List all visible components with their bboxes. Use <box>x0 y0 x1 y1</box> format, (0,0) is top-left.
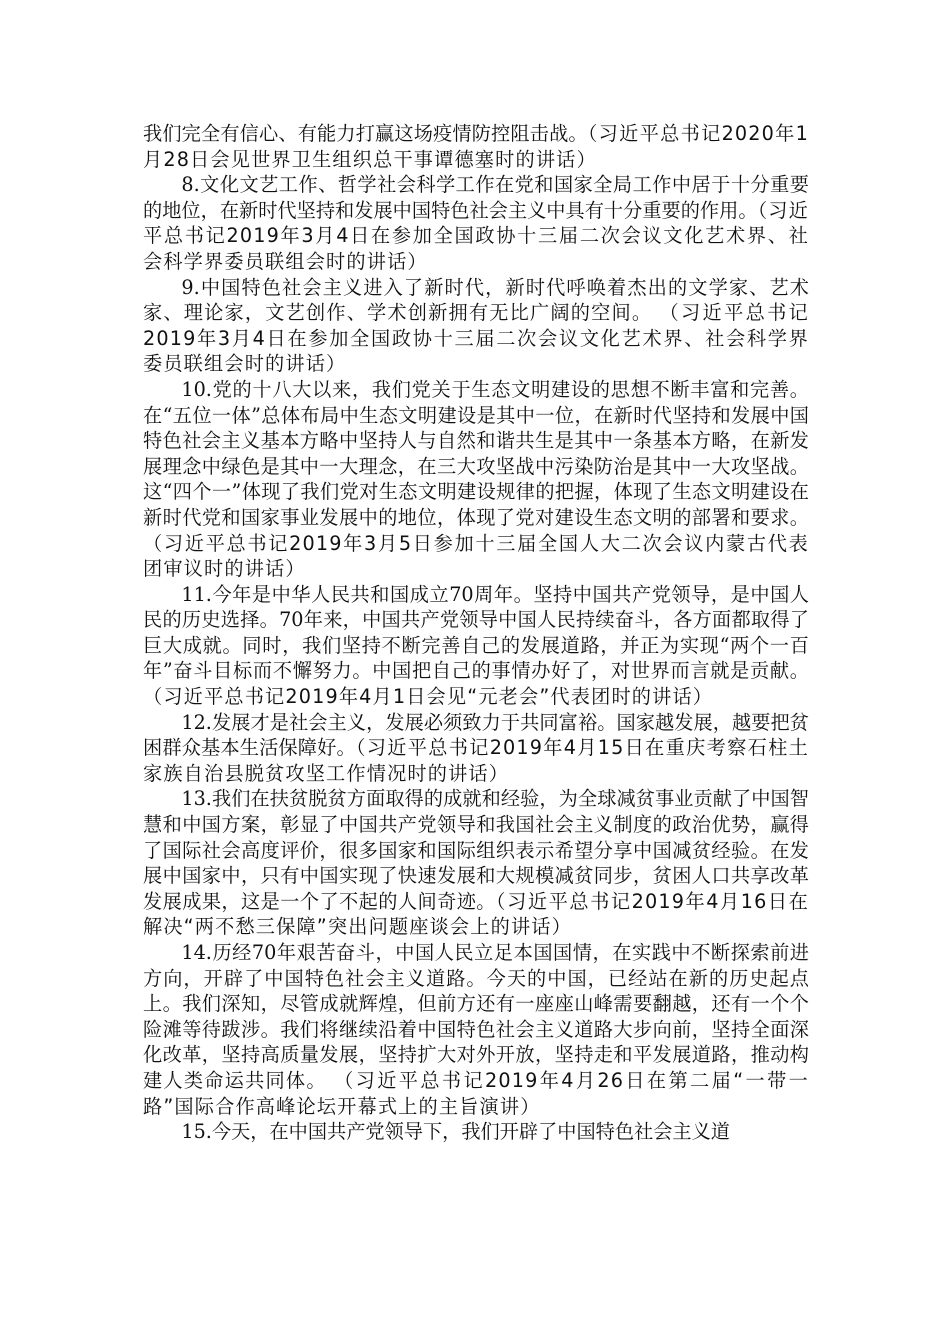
quote-source: （习近平总书记2019年4月15日在重庆考察石柱土家族自治县脱贫攻坚工作情况时的讲话） <box>143 736 810 785</box>
paragraph-11 <box>143 582 809 710</box>
paragraph-body: 8.文化文艺工作、哲学社会科学工作在党和国家全局工作中居于十分重要的地位，在新时代坚持和发展中国特色社会主义中具有十分重要的作用。 <box>143 173 809 222</box>
document-page <box>143 121 809 1145</box>
paragraph-8 <box>143 172 809 274</box>
quote-source: （习近平总书记2019年4月1日会见“元老会”代表团时的讲话） <box>143 685 714 709</box>
paragraph-body: 15.今天，在中国共产党领导下，我们开辟了中国特色社会主义道 <box>181 1120 730 1144</box>
paragraph-body: 12.发展才是社会主义，发展必须致力于共同富裕。国家越发展，越要把贫困群众基本生活保障好。 <box>143 710 809 760</box>
quote-source: （习近平总书记2019年3月4日在参加全国政协十三届二次会议文化艺术界、社会科学界委员联组会时的讲话） <box>143 301 809 376</box>
paragraph-15 <box>143 1119 809 1145</box>
paragraph-body: 我们完全有信心、有能力打赢这场疫情防控阻击战。 <box>143 122 588 145</box>
paragraph-body: 13.我们在扶贫脱贫方面取得的成就和经验，为全球减贫事业贡献了中国智慧和中国方案，彰显了中国共产党领导和我国社会主义制度的政治优势，赢得了国际社会高度评价，很多国家和国际组织表示希望分享中国减贫经验。在发展中国家中，只有中国实现了快速发展和大规模减贫同步，贫困人口共享改革发展成果，这是一个了不起的人间奇迹。 <box>143 787 809 913</box>
paragraph-10 <box>143 377 809 582</box>
paragraph-body: 9.中国特色社会主义进入了新时代，新时代呼唤着杰出的文学家、艺术家、理论家，文艺创作、学术创新拥有无比广阔的空间。 <box>143 275 809 325</box>
paragraph-body: 10.党的十八大以来，我们党关于生态文明建设的思想不断丰富和完善。在“五位一体”总体布局中生态文明建设是其中一位，在新时代坚持和发展中国特色社会主义基本方略中坚持人与自然和谐共生是其中一条基本方略，在新发展理念中绿色是其中一大理念，在三大攻坚战中污染防治是其中一大攻坚战。这“四个一”体现了我们党对生态文明建设规律的把握，体现了生态文明建设在新时代党和国家事业发展中的地位，体现了党对建设生态文明的部署和要求。 <box>143 377 809 529</box>
paragraph-9 <box>143 275 809 377</box>
paragraph-14 <box>143 940 809 1119</box>
quote-source: （习近平总书记2019年3月5日参加十三届全国人大二次会议内蒙古代表团审议时的讲话） <box>143 531 809 581</box>
quote-source: （习近平总书记2019年4月26日在第二届“一带一路”国际合作高峰论坛开幕式上的主旨演讲） <box>143 1068 809 1118</box>
paragraph-12 <box>143 710 809 787</box>
paragraph-7-continuation <box>143 121 809 172</box>
paragraph-body: 11.今年是中华人民共和国成立70周年。坚持中国共产党领导，是中国人民的历史选择。70年来，中国共产党领导中国人民持续奋斗，各方面都取得了巨大成就。同时，我们坚持不断完善自己的发展道路，并正为实现“两个一百年”奋斗目标而不懈努力。中国把自己的事情办好了，对世界而言就是贡献。 <box>143 582 809 683</box>
quote-source: （习近平总书记2019年3月4日在参加全国政协十三届二次会议文化艺术界、社会科学界委员联组会时的讲话） <box>143 198 809 273</box>
quote-source: （习近平总书记2020年1月28日会见世界卫生组织总干事谭德塞时的讲话） <box>143 122 810 171</box>
paragraph-body: 14.历经70年艰苦奋斗，中国人民立足本国国情，在实践中不断探索前进方向，开辟了中国特色社会主义道路。今天的中国，已经站在新的历史起点上。我们深知，尽管成就辉煌，但前方还有一座座山峰需要翻越，还有一个个险滩等待跋涉。我们将继续沿着中国特色社会主义道路大步向前，坚持全面深化改革，坚持高质量发展，坚持扩大对外开放，坚持走和平发展道路，推动构建人类命运共同体。 <box>143 941 809 1092</box>
quote-source: （习近平总书记2019年4月16日在解决“两不愁三保障”突出问题座谈会上的讲话） <box>143 889 809 939</box>
paragraph-13 <box>143 786 809 940</box>
